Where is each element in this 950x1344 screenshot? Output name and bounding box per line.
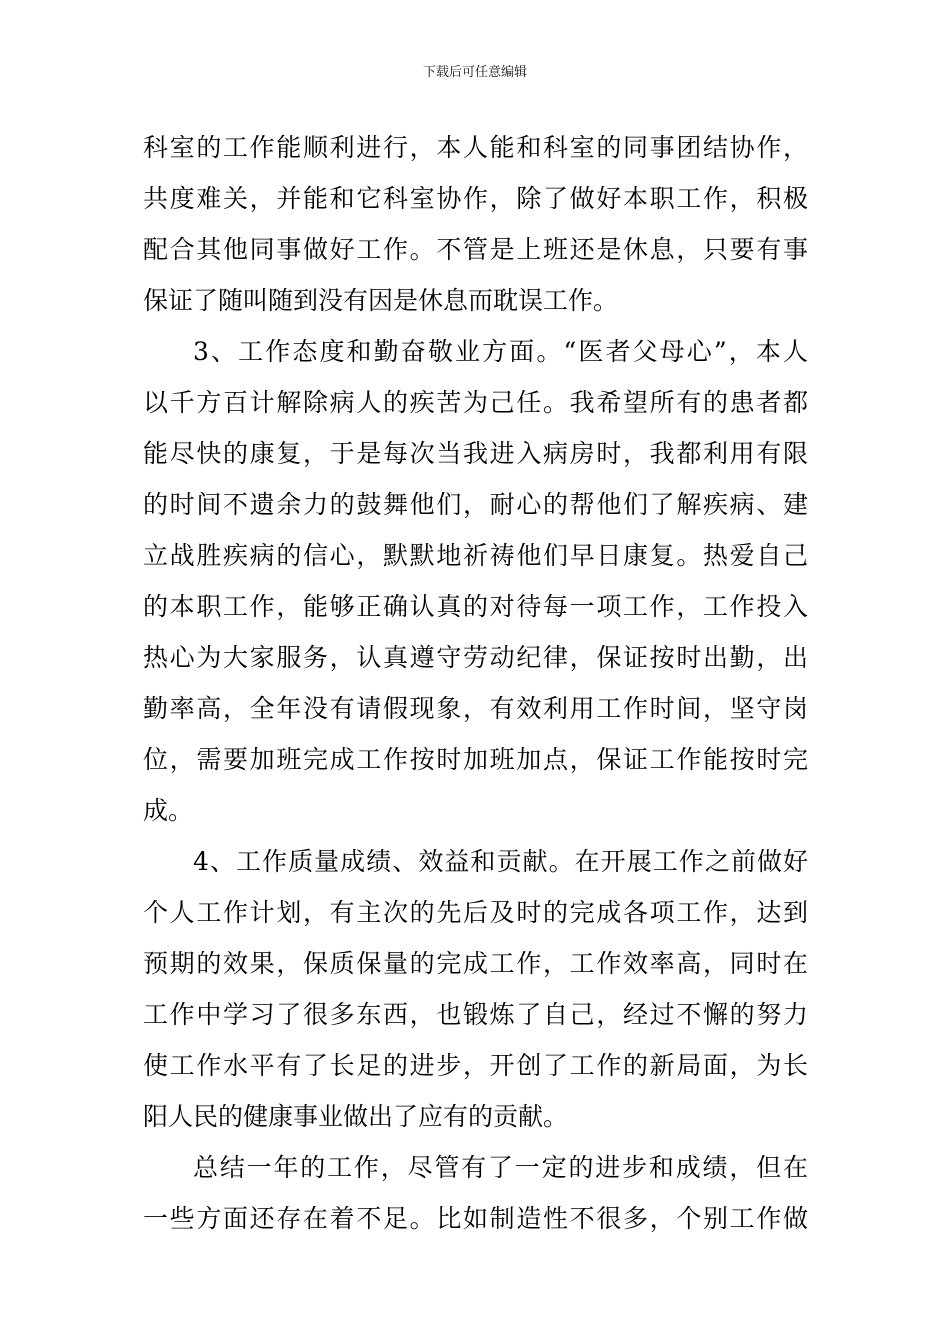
body-line: 个人工作计划，有主次的先后及时的完成各项工作，达到: [143, 898, 808, 927]
body-line: 能尽快的康复，于是每次当我进入病房时，我都利用有限: [143, 439, 808, 468]
body-line: 配合其他同事做好工作。不管是上班还是休息，只要有事: [143, 235, 808, 264]
body-line: 位，需要加班完成工作按时加班加点，保证工作能按时完: [143, 745, 808, 774]
body-line: 热心为大家服务，认真遵守劳动纪律，保证按时出勤，出: [143, 643, 808, 672]
body-line: 成。: [143, 796, 194, 825]
paragraph-first-line: 4、工作质量成绩、效益和贡献。在开展工作之前做好: [193, 847, 808, 876]
paragraph-first-line: 3、工作态度和勤奋敬业方面。“医者父母心”，本人: [193, 337, 808, 366]
body-line: 预期的效果，保质保量的完成工作，工作效率高，同时在: [143, 949, 808, 978]
page-header: 下载后可任意编辑: [422, 65, 527, 80]
body-line: 的本职工作，能够正确认真的对待每一项工作，工作投入: [143, 592, 808, 621]
body-line: 保证了随叫随到没有因是休息而耽误工作。: [143, 286, 619, 315]
body-line: 科室的工作能顺利进行，本人能和科室的同事团结协作，: [143, 133, 808, 162]
body-line: 阳人民的健康事业做出了应有的贡献。: [143, 1102, 569, 1131]
body-line: 工作中学习了很多东西，也锻炼了自己，经过不懈的努力: [143, 1000, 808, 1029]
body-line: 使工作水平有了长足的进步，开创了工作的新局面，为长: [143, 1051, 808, 1080]
body-line: 一些方面还存在着不足。比如制造性不很多，个别工作做: [143, 1204, 808, 1233]
body-line: 的时间不遗余力的鼓舞他们，耐心的帮他们了解疾病、建: [143, 490, 808, 519]
body-line: 共度难关，并能和它科室协作，除了做好本职工作，积极: [143, 184, 808, 213]
paragraph-first-line: 总结一年的工作，尽管有了一定的进步和成绩，但在: [193, 1153, 808, 1182]
body-line: 立战胜疾病的信心，默默地祈祷他们早日康复。热爱自己: [143, 541, 808, 570]
body-line: 以千方百计解除病人的疾苦为己任。我希望所有的患者都: [143, 388, 808, 417]
body-line: 勤率高，全年没有请假现象，有效利用工作时间，坚守岗: [143, 694, 808, 723]
